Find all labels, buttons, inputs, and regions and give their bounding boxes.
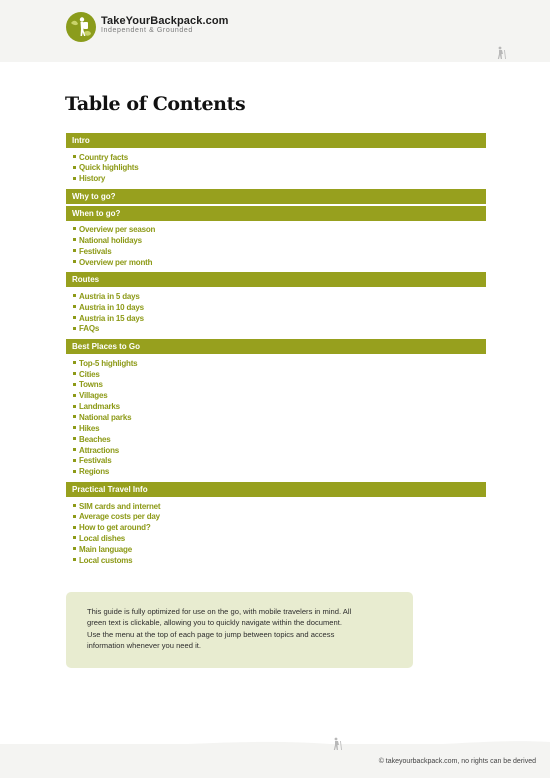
bullet-icon — [73, 547, 76, 550]
toc-link-label: Austria in 15 days — [79, 313, 144, 323]
bullet-icon — [73, 383, 76, 386]
page-title: Table of Contents — [65, 93, 246, 115]
toc-link[interactable] — [73, 413, 486, 424]
toc-link[interactable] — [73, 303, 486, 314]
toc-link[interactable] — [73, 456, 486, 467]
toc-link-label: Quick highlights — [79, 163, 139, 173]
toc-link-list — [66, 356, 486, 482]
toc-link[interactable] — [73, 402, 486, 413]
bullet-icon — [73, 415, 76, 418]
bullet-icon — [73, 260, 76, 263]
toc-link[interactable] — [73, 236, 486, 247]
toc-link[interactable] — [73, 391, 486, 402]
toc-link-label: Villages — [79, 391, 108, 401]
bullet-icon — [73, 166, 76, 169]
toc-link-list — [66, 289, 486, 339]
toc-link-label: Cities — [79, 369, 100, 379]
toc-link[interactable] — [73, 380, 486, 391]
toc-link[interactable] — [73, 502, 486, 513]
bullet-icon — [73, 405, 76, 408]
toc-link[interactable] — [73, 435, 486, 446]
bullet-icon — [73, 526, 76, 529]
toc-section-header[interactable]: Routes — [66, 272, 486, 287]
toc-link-label: How to get around? — [79, 523, 151, 533]
toc-link[interactable] — [73, 446, 486, 457]
toc-link[interactable] — [73, 163, 486, 174]
toc-link-label: History — [79, 174, 106, 184]
toc-link[interactable] — [73, 359, 486, 370]
toc-link-label: FAQs — [79, 324, 100, 334]
toc-link-label: Festivals — [79, 246, 112, 256]
bullet-icon — [73, 227, 76, 230]
toc-link-label: Overview per season — [79, 225, 156, 235]
toc-link[interactable] — [73, 512, 486, 523]
toc-link[interactable] — [73, 556, 486, 567]
bullet-icon — [73, 238, 76, 241]
bullet-icon — [73, 448, 76, 451]
note-line: green text is clickable, allowing you to quickly navigate within the document. — [87, 618, 342, 628]
bullet-icon — [73, 459, 76, 462]
brand-tagline: Independent & Grounded — [101, 27, 193, 34]
toc-link-list — [66, 150, 486, 190]
bullet-icon — [73, 515, 76, 518]
brand-name[interactable]: TakeYourBackpack.com — [101, 15, 229, 27]
toc-link-label: Overview per month — [79, 257, 153, 267]
toc-link-label: Austria in 10 days — [79, 302, 144, 312]
bullet-icon — [73, 316, 76, 319]
toc-link[interactable] — [73, 258, 486, 269]
bullet-icon — [73, 294, 76, 297]
toc-link[interactable] — [73, 153, 486, 164]
bullet-icon — [73, 426, 76, 429]
toc-link-label: Top-5 highlights — [79, 358, 138, 368]
toc-link[interactable] — [73, 424, 486, 435]
toc-link-list — [66, 222, 486, 272]
header-wave-divider — [0, 44, 550, 70]
toc-link-label: Local dishes — [79, 534, 126, 544]
bullet-icon — [73, 327, 76, 330]
toc-link-label: Austria in 5 days — [79, 291, 140, 301]
toc-link-label: Country facts — [79, 152, 128, 162]
bullet-icon — [73, 504, 76, 507]
backpacker-globe-icon[interactable] — [66, 12, 96, 42]
toc-link[interactable] — [73, 324, 486, 335]
toc-link[interactable] — [73, 314, 486, 325]
bullet-icon — [73, 249, 76, 252]
toc-link-label: Attractions — [79, 445, 120, 455]
note-line: Use the menu at the top of each page to jump between topics and access — [87, 629, 335, 639]
toc-link-label: Landmarks — [79, 402, 120, 412]
note-line: information whenever you need it. — [87, 641, 201, 651]
bullet-icon — [73, 437, 76, 440]
hiker-icon — [495, 46, 507, 60]
bullet-icon — [73, 361, 76, 364]
toc-link[interactable] — [73, 174, 486, 185]
toc-section-header[interactable]: Why to go? — [66, 189, 486, 204]
bullet-icon — [73, 394, 76, 397]
bullet-icon — [73, 558, 76, 561]
bullet-icon — [73, 177, 76, 180]
toc-link-label: National parks — [79, 413, 132, 422]
bullet-icon — [73, 372, 76, 375]
toc-link[interactable] — [73, 247, 486, 258]
toc-link[interactable] — [73, 545, 486, 556]
toc-link-label: Average costs per day — [79, 512, 160, 522]
bullet-icon — [73, 536, 76, 539]
toc-section-header[interactable]: When to go? — [66, 206, 486, 221]
toc-link-label: Hikes — [79, 423, 100, 433]
toc-link-label: Towns — [79, 380, 103, 390]
table-of-contents — [66, 133, 486, 571]
toc-link[interactable] — [73, 292, 486, 303]
toc-link[interactable] — [73, 467, 486, 478]
toc-section-header[interactable]: Intro — [66, 133, 486, 148]
toc-link[interactable] — [73, 523, 486, 534]
toc-section-header[interactable]: Best Places to Go — [66, 339, 486, 354]
toc-link[interactable] — [73, 225, 486, 236]
note-line: This guide is fully optimized for use on the go, with mobile travelers in mind. All — [87, 607, 352, 616]
toc-link-label: Local customs — [79, 555, 133, 565]
toc-section-header[interactable]: Practical Travel Info — [66, 482, 486, 497]
hiker-icon — [331, 737, 343, 751]
toc-link-label: Main language — [79, 544, 132, 554]
toc-link-label: Beaches — [79, 434, 111, 444]
footer-copyright: © takeyourbackpack.com, no rights can be derived — [378, 758, 536, 765]
toc-link-label: National holidays — [79, 235, 142, 245]
bullet-icon — [73, 470, 76, 473]
bullet-icon — [73, 305, 76, 308]
toc-link-label: Regions — [79, 467, 110, 477]
toc-link[interactable] — [73, 370, 486, 381]
toc-link-list — [66, 499, 486, 571]
toc-link-label: SIM cards and internet — [79, 501, 161, 511]
toc-link[interactable] — [73, 534, 486, 545]
usage-note — [66, 592, 413, 668]
bullet-icon — [73, 155, 76, 158]
toc-link-label: Festivals — [79, 456, 112, 466]
